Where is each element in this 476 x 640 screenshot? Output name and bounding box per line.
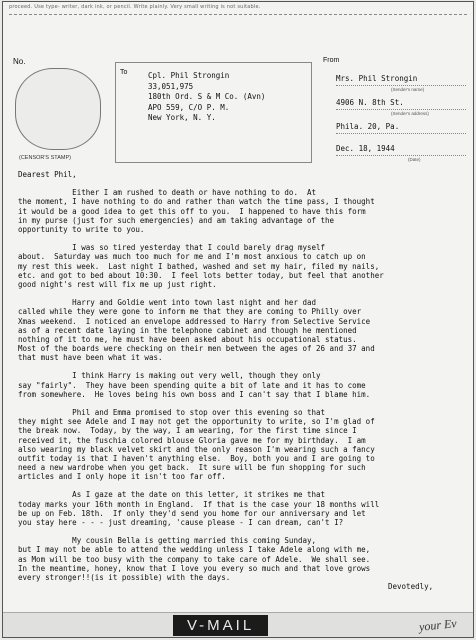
letter-line: also wearing my black velvet skirt and the only reason I'm wearing such a fancy (18, 444, 375, 454)
recipient-line: New York, N. Y. (148, 113, 216, 123)
letter-line: they might see Adele and I may not get the opportunity to write, so I'm glad of (18, 417, 375, 427)
letter-line: etc. and got to bed about 10:30. I feel lots better today, but feel that another (18, 270, 384, 280)
letter-line: articles and I only hope it isn't too far off. (18, 472, 226, 482)
vmail-letter-page (2, 1, 474, 638)
handwritten-signature: your Ev (418, 616, 458, 634)
letter-line: received it, the fuschia colored blouse Gloria gave me for my birthday. I am (18, 435, 366, 445)
sender-address-label: (Sender's address) (391, 111, 429, 116)
letter-line: called while they were gone to inform me that they are coming to Philly over (18, 307, 362, 317)
sender-name: Mrs. Phil Strongin (336, 74, 466, 83)
letter-line: My cousin Bella is getting married this coming Sunday, (18, 536, 317, 546)
instructions-text: proceed. Use type- writer, dark ink, or pencil. Write plainly. Very small writing is not suitable. (9, 4, 261, 10)
letter-line: outfit today is that I haven't anything else. Boy, both you and I are going to (18, 453, 375, 463)
letter-line: As I gaze at the date on this letter, it strikes me that (18, 490, 326, 500)
to-label: To (120, 69, 128, 76)
sender-address: 4906 N. 8th St. (336, 98, 466, 107)
salutation: Dearest Phil, (18, 170, 77, 179)
letter-line: need a new wardrobe when you get back. It sure will be fun shopping for such (18, 463, 366, 472)
letter-line: Either I am rushed to death or have nothing to do. At (18, 188, 317, 198)
recipient-line: Cpl. Phil Strongin (148, 71, 230, 80)
letter-line: I think Harry is making out very well, though they only (18, 371, 321, 381)
censor-stamp-area (15, 68, 101, 150)
letter-line: about. Saturday was much too much for me and I'm most anxious to catch up on (18, 252, 366, 262)
letter-line: from somewhere. He loves being his own boss and I can't say that I blame him. (18, 389, 371, 399)
letter-line: I was so tired yesterday that I could barely drag myself (18, 243, 326, 253)
letter-line: it would be a good idea to get this off to you. I happened to have this form (18, 206, 366, 216)
letter-line: today marks your 16th month in England. If that is the case your 18 months will (18, 499, 380, 509)
recipient-line: 180th Ord. S & M Co. (Avn) (148, 92, 266, 102)
letter-line: good night's rest will fix me up just right. (18, 279, 217, 289)
recipient-line: 33,051,975 (148, 81, 194, 91)
sender-name-label: (Sender's name) (391, 87, 425, 92)
letter-line (18, 527, 468, 536)
recipient-address (148, 71, 265, 124)
letter-line: every stronger!!(is it possible) with the days. (18, 572, 231, 582)
letter-line: Harry and Goldie went into town last night and her dad (18, 298, 317, 308)
fold-line (9, 14, 467, 15)
letter-line: you stay here - - - just dreaming, 'cause please - I can dream, can't I? (18, 517, 344, 527)
letter-line: say "fairly". They have been spending quite a bit of late and it has to come (18, 380, 366, 390)
letter-line (18, 289, 468, 298)
letter-line (18, 399, 468, 408)
recipient-box (115, 62, 312, 163)
letter-line: the break now. Today, by the way, I am wearing, for the first time since I (18, 426, 357, 436)
letter-line: Phil and Emma promised to stop over this evening so that (18, 408, 326, 418)
letter-line: my rest this week. Last night I bathed, washed and set my hair, filed my nails, (18, 261, 380, 271)
letter-line: that must have been what it was. (18, 353, 163, 363)
letter-line: In the meantime, honey, know that I love you every so much and that love grows (18, 563, 371, 573)
letter-line: the moment, I have nothing to do and rather than watch the time pass, I thought (18, 197, 375, 207)
letter-line: Xmas weekend. I noticed an envelope addressed to Harry from Selective Service (18, 316, 371, 326)
letter-line (18, 234, 468, 243)
letter-body (18, 170, 468, 591)
censor-stamp-label: (CENSOR'S STAMP) (19, 155, 71, 161)
letter-line: as of a recent date laying in the telephone cabinet and though he mentioned (18, 325, 357, 335)
letter-line: opportunity to write to you. (18, 224, 145, 234)
letter-lines (18, 188, 468, 582)
letter-line: but I may not be able to attend the wedding unless I take Adele along with me, (18, 545, 371, 555)
letter-line: Most of the boards were checking on their men between the ages of 26 and 37 and (18, 343, 375, 353)
number-label: No. (13, 57, 26, 66)
letter-date: Dec. 18, 1944 (336, 144, 466, 153)
vmail-logo: V-MAIL (173, 615, 268, 636)
recipient-line: APO 559, C/O P. M. (148, 102, 230, 112)
letter-line: nothing of it to me, he must have been asked about his occupational status. (18, 334, 357, 344)
letter-line (18, 481, 468, 490)
letter-line (18, 362, 468, 371)
closing: Devotedly, (388, 582, 434, 592)
letter-line: in my purse (just for such emergencies) and am taking advantage of the (18, 215, 335, 225)
sender-city: Phila. 20, Pa. (336, 122, 466, 131)
date-label: (Date) (408, 157, 421, 162)
letter-line: as Mom will be too busy with the company to take care of Adele. We shall see. (18, 554, 371, 564)
letter-line: be up on Feb. 18th. If only they'd send you home for our anniversary and let (18, 508, 366, 518)
from-label: From (323, 57, 340, 64)
